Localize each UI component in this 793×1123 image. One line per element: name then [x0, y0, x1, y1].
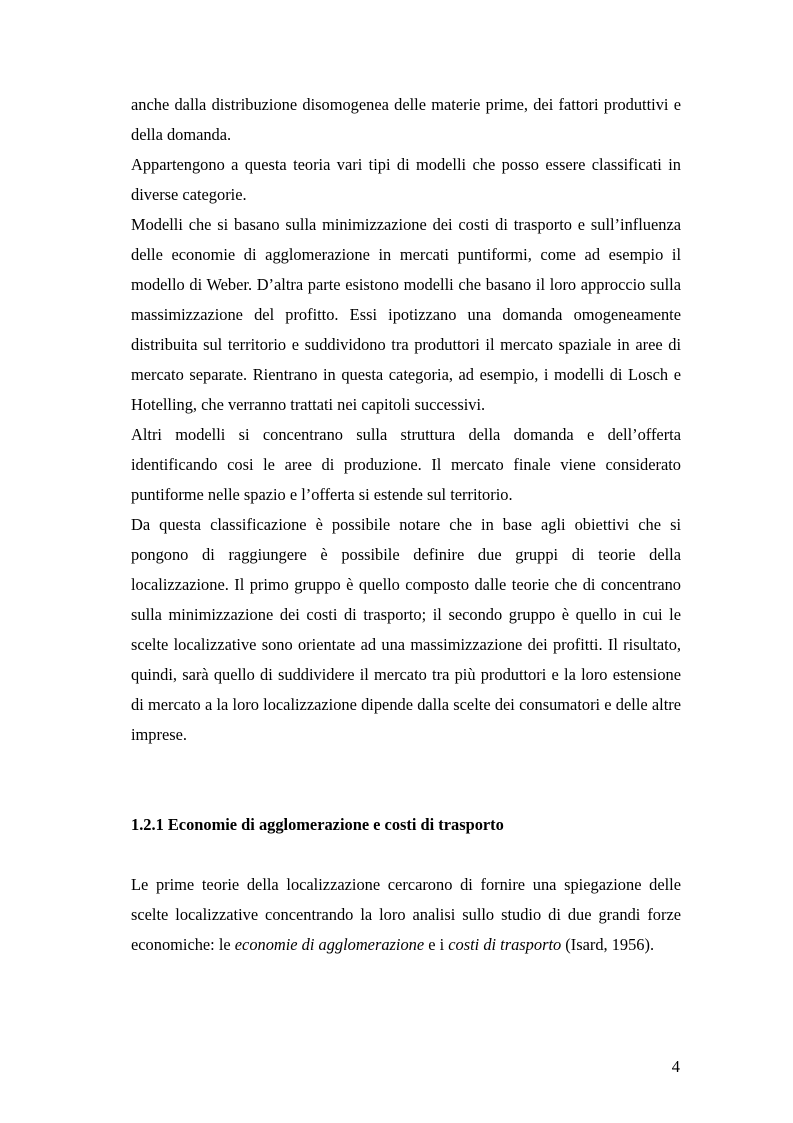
spacer	[131, 840, 681, 870]
paragraph-4: Altri modelli si concentrano sulla struttura della domanda e dell’offerta identificando cosi le aree di produzione. Il mercato finale viene considerato puntiforme nelle spazio e l’offerta si estende sul territorio.	[131, 425, 681, 504]
page-body	[131, 90, 681, 960]
section-heading: 1.2.1 Economie di agglomerazione e costi di trasporto	[131, 815, 504, 834]
paragraph-5: Da questa classificazione è possibile notare che in base agli obiettivi che si pongono di raggiungere è possibile definire due gruppi di teorie della localizzazione. Il primo gruppo è quello composto dalle teorie che di concentrano sulla minimizzazione dei costi di trasporto; il secondo gruppo è quello in cui le scelte localizzative sono orientate ad una massimizzazione dei profitti. Il risultato, quindi, sarà quello di suddividere il mercato tra più produttori e la loro estensione di mercato a la loro localizzazione dipende dalla scelte dei consumatori e delle altre imprese.	[131, 515, 681, 744]
section-paragraph-text: Le prime teorie della localizzazione cercarono di fornire una spiegazione delle scelte localizzative concentrando la loro analisi sullo studio di due grandi forze economiche: le	[131, 875, 681, 954]
paragraph-3: Modelli che si basano sulla minimizzazione dei costi di trasporto e sull’influenza delle economie di agglomerazione in mercati puntiformi, come ad esempio il modello di Weber. D’altra parte esistono modelli che basano il loro approccio sulla massimizzazione del profitto. Essi ipotizzano una domanda omogeneamente distribuita sul territorio e suddividono tra produttori il mercato spaziale in aree di mercato separate. Rientrano in questa categoria, ad esempio, i modelli di Losch e Hotelling, che verranno trattati nei capitoli successivi.	[131, 215, 681, 414]
italic-term-agglomeration: economie di agglomerazione	[234, 935, 425, 954]
page-number: 4	[671, 1057, 680, 1076]
section-paragraph-citation: (Isard, 1956).	[561, 935, 655, 954]
italic-term-transport-costs: costi di trasporto	[448, 935, 562, 954]
section-paragraph	[131, 870, 681, 960]
paragraph-1: anche dalla distribuzione disomogenea delle materie prime, dei fattori produttivi e della domanda.	[131, 95, 681, 144]
paragraph-2: Appartengono a questa teoria vari tipi di modelli che posso essere classificati in diverse categorie.	[131, 155, 681, 204]
section-paragraph-text: e i	[424, 935, 449, 954]
spacer	[131, 750, 681, 810]
